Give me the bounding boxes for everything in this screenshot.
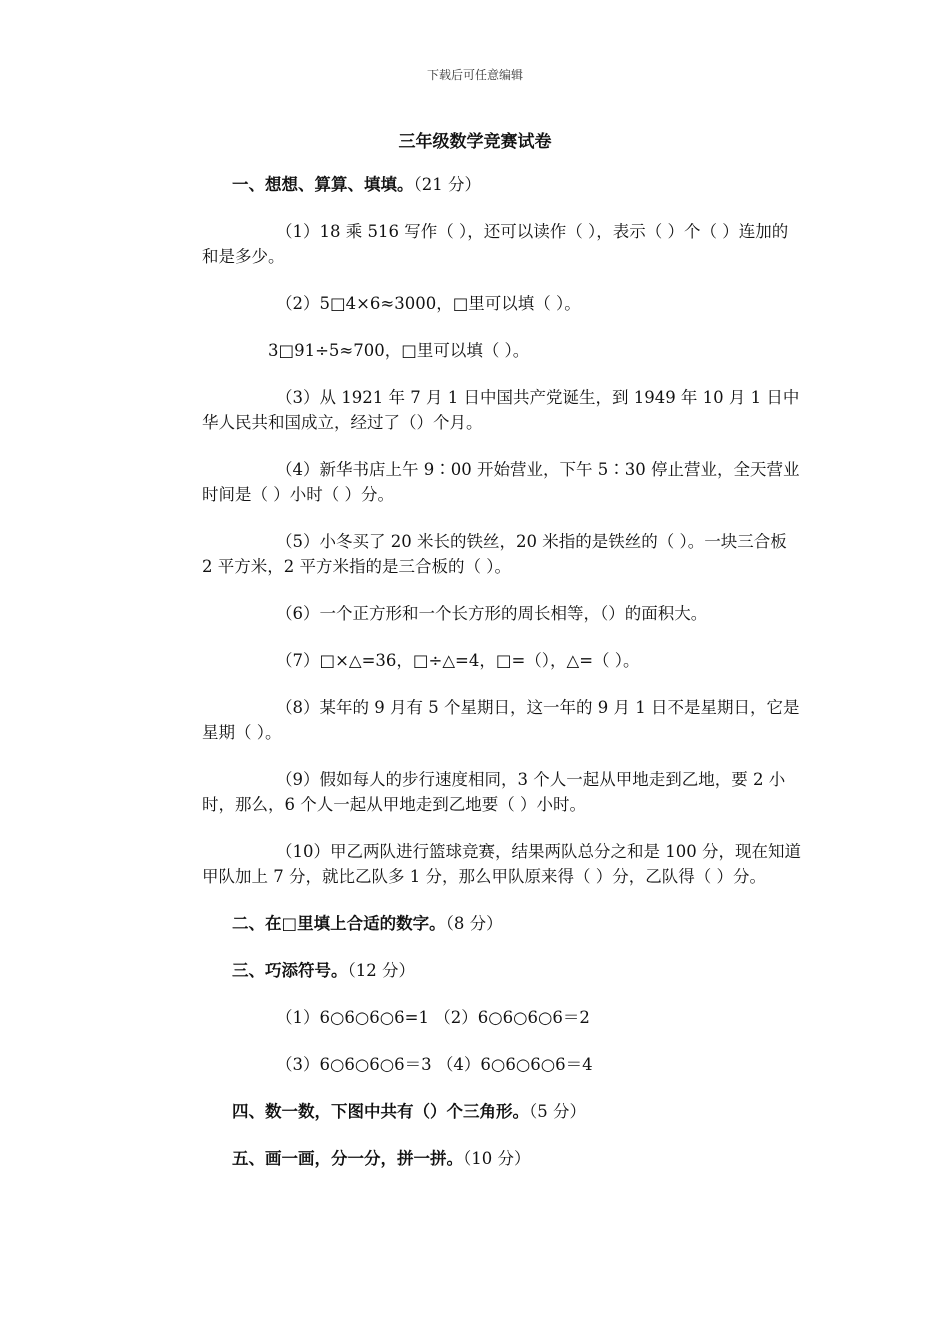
question-10: （10）甲乙两队进行篮球竞赛，结果两队总分之和是 100 分，现在知道甲队加上 7 分，就比乙队多 1 分，那么甲队原来得（ ）分，乙队得（ ）分。 [202, 842, 801, 886]
document-title: 三年级数学竞赛试卷 [398, 132, 552, 152]
question-4: （4）新华书店上午 9∶00 开始营业，下午 5∶30 停止营业，全天营业时间是（ ）小时（ ）分。 [202, 460, 800, 504]
header-note: 下载后可任意编辑 [426, 68, 523, 82]
section-5-heading [202, 1146, 802, 1171]
section-1-score: （21 分） [413, 175, 481, 194]
question-5: （5）小冬买了 20 米长的铁丝，20 米指的是铁丝的（ ）。一块三合板 2 平方米，2 平方米指的是三合板的（ ）。 [202, 532, 787, 576]
question-1: （1）18 乘 516 写作（ ），还可以读作（ ），表示（ ）个（ ）连加的和是多少。 [202, 222, 789, 266]
section-2-title: 二、在□里填上合适的数字。 [232, 914, 446, 933]
section-3-score: （12 分） [347, 961, 415, 980]
exam-content [202, 172, 802, 1193]
section-2-score: （8 分） [445, 914, 503, 933]
question-2b: 3□91÷5≈700，□里可以填（ ）。 [268, 341, 530, 360]
section-4-score: （5 分） [529, 1102, 586, 1121]
question-3: （3）从 1921 年 7 月 1 日中国共产党诞生，到 1949 年 10 月 1 日中华人民共和国成立，经过了（）个月。 [202, 388, 800, 432]
section-1-title: 一、想想、算算、填填。 [232, 175, 414, 194]
question-7: （7）□×△=36，□÷△=4，□=（），△=（ ）。 [276, 651, 640, 670]
section-4-heading [202, 1099, 802, 1124]
section-3-title: 三、巧添符号。 [232, 961, 348, 980]
section-5-score: （10 分） [463, 1149, 531, 1168]
question-9: （9）假如每人的步行速度相同，3 个人一起从甲地走到乙地，要 2 小时，那么，6 个人一起从甲地走到乙地要（ ）小时。 [202, 770, 786, 814]
section-3-heading [202, 958, 802, 983]
symbols-line-1: （1）6○6○6○6=1 （2）6○6○6○6＝2 [276, 1008, 590, 1027]
symbols-line-2: （3）6○6○6○6＝3 （4）6○6○6○6＝4 [276, 1055, 593, 1074]
question-8: （8）某年的 9 月有 5 个星期日，这一年的 9 月 1 日不是星期日，它是星期（ ）。 [202, 698, 800, 742]
section-1-heading [202, 172, 802, 197]
question-2a: （2）5□4×6≈3000，□里可以填（ ）。 [276, 294, 581, 313]
section-4-title: 四、数一数，下图中共有（）个三角形。 [232, 1102, 529, 1121]
question-6: （6）一个正方形和一个长方形的周长相等，（）的面积大。 [276, 604, 708, 623]
section-5-title: 五、画一画，分一分，拼一拼。 [232, 1149, 463, 1168]
section-2-heading [202, 911, 802, 936]
